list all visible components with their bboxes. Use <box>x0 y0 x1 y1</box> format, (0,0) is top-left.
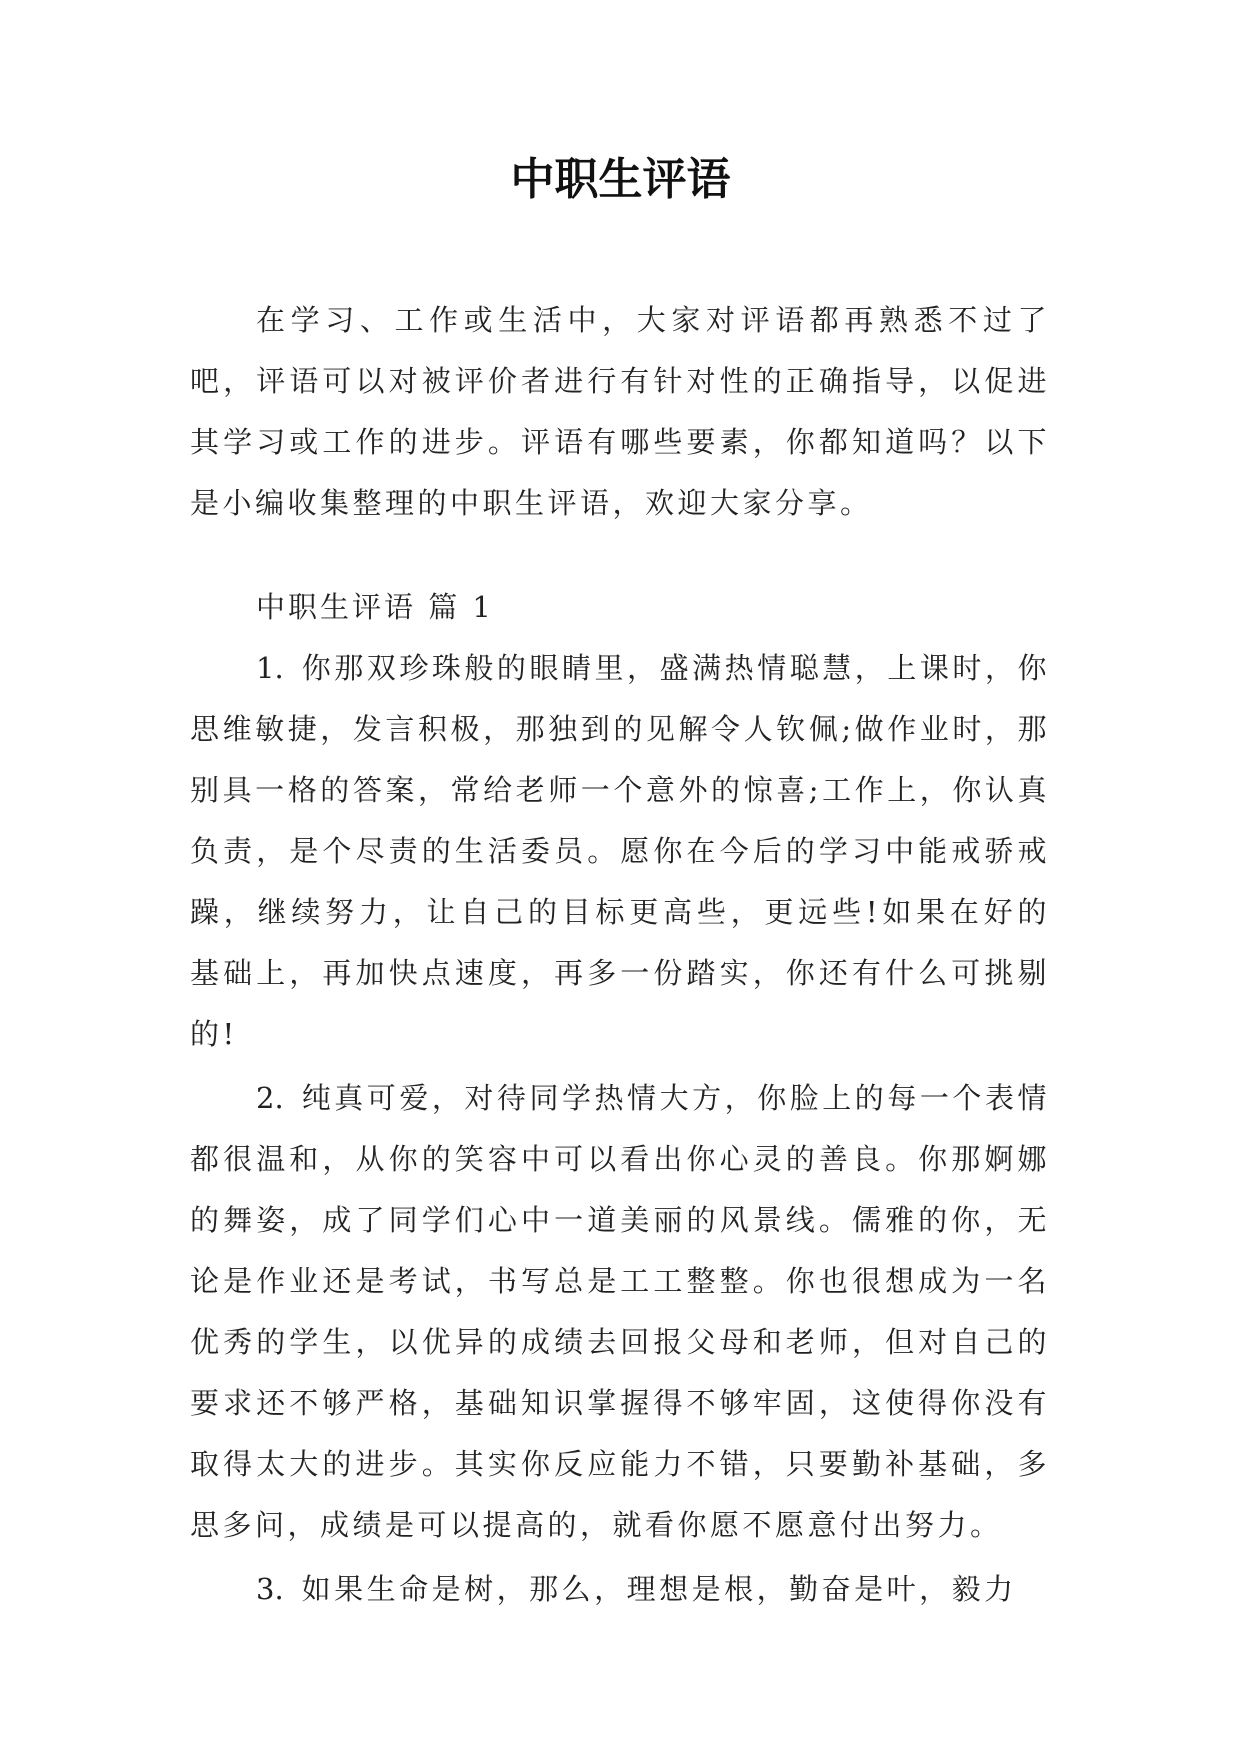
comment-text: 纯真可爱，对待同学热情大方，你脸上的每一个表情都很温和，从你的笑容中可以看出你心灵的善良。你那婀娜的舞姿，成了同学们心中一道美丽的风景线。儒雅的你，无论是作业还是考试，书写总是工工整整。你也很想成为一名优秀的学生，以优异的成绩去回报父母和老师，但对自己的要求还不够严格，基础知识掌握得不够牢固，这使得你没有取得太大的进步。其实你反应能力不错，只要勤补基础，多思多问，成绩是可以提高的，就看你愿不愿意付出努力。 <box>190 1081 1050 1542</box>
comment-number: 3. <box>256 1572 284 1606</box>
comment-item-2 <box>190 1068 1050 1556</box>
section-heading: 中职生评语 篇 1 <box>256 590 494 624</box>
intro-paragraph: 在学习、工作或生活中，大家对评语都再熟悉不过了吧，评语可以对被评价者进行有针对性的正确指导，以促进其学习或工作的进步。评语有哪些要素，你都知道吗？以下是小编收集整理的中职生评语，欢迎大家分享。 <box>190 303 1050 520</box>
page-title: 中职生评语 <box>510 154 731 205</box>
comment-item-3 <box>190 1559 1050 1620</box>
comment-text: 你那双珍珠般的眼睛里，盛满热情聪慧，上课时，你思维敏捷，发言积极，那独到的见解令人钦佩;做作业时，那别具一格的答案，常给老师一个意外的惊喜;工作上，你认真负责，是个尽责的生活委员。愿你在今后的学习中能戒骄戒躁，继续努力，让自己的目标更高些，更远些!如果在好的基础上，再加快点速度，再多一份踏实，你还有什么可挑剔的! <box>190 651 1050 1051</box>
comment-item-1 <box>190 638 1050 1065</box>
comment-number: 2. <box>256 1081 284 1115</box>
comment-text: 如果生命是树，那么，理想是根，勤奋是叶，毅力 <box>301 1572 1017 1606</box>
comment-list <box>190 638 1050 1623</box>
comment-number: 1. <box>256 651 284 685</box>
